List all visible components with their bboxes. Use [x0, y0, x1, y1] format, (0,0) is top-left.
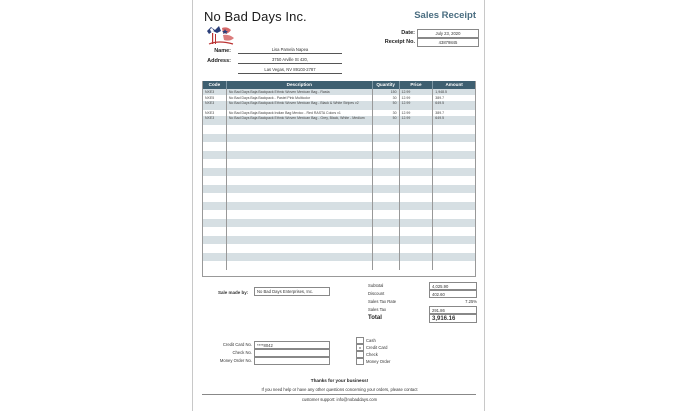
empty-table-row[interactable] [203, 185, 475, 194]
empty-cell [203, 125, 227, 134]
empty-cell [227, 253, 373, 262]
empty-cell [400, 202, 434, 211]
empty-cell [227, 176, 373, 185]
cell-amount: 649.5 [435, 116, 445, 120]
empty-cell [433, 134, 475, 143]
empty-cell [203, 253, 227, 262]
table-body [203, 89, 475, 270]
receipt-number-field[interactable]: 43879845 [417, 38, 479, 47]
cell-quantity: 50 [373, 116, 400, 125]
empty-cell [400, 125, 434, 134]
table-row[interactable] [203, 101, 475, 110]
empty-cell [203, 176, 227, 185]
cell-quantity: 150 [373, 89, 400, 95]
cell-description: No Bad Days Baja Backpack - Pastel Pink Multicolor [227, 95, 373, 101]
empty-cell [227, 210, 373, 219]
empty-cell [203, 193, 227, 202]
cell-description: No Bad Days Baja Backpack Ethnic Woven Mexican Bag - Rasta [227, 89, 373, 95]
empty-cell [373, 142, 400, 151]
empty-cell [433, 159, 475, 168]
cell-description: No Bad Days Baja Backpack Ethnic Woven Mexican Bag - Grey, Black, White - Medium [227, 116, 373, 125]
credit-card-checkbox[interactable]: x [356, 344, 364, 351]
empty-cell [400, 244, 434, 253]
line-items-table [202, 81, 476, 277]
tax-rate-value: 7.25% [465, 299, 477, 304]
column-header-code: Code [203, 81, 227, 89]
cash-checkbox[interactable] [356, 337, 364, 344]
empty-cell [373, 244, 400, 253]
cell-price: 12.99 [400, 101, 434, 110]
empty-cell [203, 159, 227, 168]
address-line2-field[interactable]: Las Vegas, NV 89103-2787 [238, 65, 342, 74]
cell-amount: 1,948.5 [435, 90, 447, 94]
empty-cell [203, 244, 227, 253]
cell-amount: 389.7 [435, 96, 445, 100]
empty-table-row[interactable] [203, 176, 475, 185]
date-label: Date: [401, 30, 415, 36]
empty-cell [433, 142, 475, 151]
empty-table-row[interactable] [203, 227, 475, 236]
money-order-method-label: Money Order [366, 359, 391, 364]
table-header [203, 81, 475, 89]
check-checkbox[interactable] [356, 351, 364, 358]
empty-table-row[interactable] [203, 142, 475, 151]
empty-cell [400, 142, 434, 151]
empty-cell [373, 185, 400, 194]
empty-cell [400, 168, 434, 177]
cash-label: Cash [366, 338, 376, 343]
credit-card-label: Credit Card No. [222, 342, 252, 347]
empty-cell [203, 219, 227, 228]
empty-cell [400, 134, 434, 143]
sales-tax-field[interactable]: 291.86 [429, 306, 477, 314]
empty-cell [433, 227, 475, 236]
footer-divider [202, 394, 476, 395]
empty-cell [227, 151, 373, 160]
empty-cell [203, 134, 227, 143]
empty-cell [373, 168, 400, 177]
empty-table-row[interactable] [203, 202, 475, 211]
empty-cell [433, 210, 475, 219]
empty-table-row[interactable] [203, 125, 475, 134]
table-row[interactable] [203, 116, 475, 125]
empty-cell [227, 261, 373, 270]
money-order-checkbox[interactable] [356, 358, 364, 365]
address-line1-field[interactable]: 3750 Arville St 420, [238, 55, 342, 64]
empty-cell [227, 125, 373, 134]
discount-field[interactable]: 402.60 [429, 290, 477, 298]
customer-name-field[interactable]: Lisa Pamela Napea [238, 45, 342, 54]
cell-quantity: 30 [373, 95, 400, 101]
empty-cell [433, 168, 475, 177]
cell-code: NXE3 [203, 101, 227, 110]
empty-cell [433, 193, 475, 202]
subtotal-label: Subtotal [368, 283, 384, 288]
empty-cell [433, 244, 475, 253]
empty-cell [400, 176, 434, 185]
empty-table-row[interactable] [203, 253, 475, 262]
cell-price: 12.99 [400, 110, 434, 116]
sale-made-by-field[interactable]: No Bad Days Enterprises, Inc. [254, 287, 330, 296]
empty-cell [227, 159, 373, 168]
empty-cell [433, 125, 475, 134]
empty-cell [400, 185, 434, 194]
empty-cell [400, 227, 434, 236]
empty-cell [373, 210, 400, 219]
money-order-field[interactable] [254, 357, 330, 365]
empty-cell [373, 227, 400, 236]
empty-cell [227, 142, 373, 151]
empty-cell [227, 168, 373, 177]
total-label: Total [368, 315, 382, 321]
cell-quantity: 30 [373, 110, 400, 116]
tax-rate-label: Sales Tax Rate [368, 299, 397, 304]
cell-description: No Bad Days Baja Backpack Indian Bag Mexico - Red RASTA Colors v1 [227, 110, 373, 116]
empty-cell [433, 253, 475, 262]
receipt-page [192, 0, 485, 411]
check-method-label: Check [366, 352, 378, 357]
empty-cell [227, 236, 373, 245]
empty-table-row[interactable] [203, 219, 475, 228]
cell-price: 12.99 [400, 95, 434, 101]
empty-table-row[interactable] [203, 168, 475, 177]
receipt-number-label: Receipt No. [384, 39, 415, 45]
empty-cell [227, 185, 373, 194]
empty-cell [203, 168, 227, 177]
address-label: Address: [207, 58, 231, 64]
credit-card-method-label: Credit Card [366, 345, 388, 350]
empty-table-row[interactable] [203, 134, 475, 143]
empty-cell [373, 151, 400, 160]
empty-table-row[interactable] [203, 151, 475, 160]
empty-table-row[interactable] [203, 193, 475, 202]
column-header-amount: Amount [445, 82, 463, 87]
empty-cell [400, 193, 434, 202]
empty-cell [373, 159, 400, 168]
column-header-price: Price [400, 81, 434, 89]
empty-cell [400, 219, 434, 228]
cell-quantity: 50 [373, 101, 400, 110]
empty-cell [203, 227, 227, 236]
support-contact: customer support: info@nobaddays.com [301, 397, 378, 402]
empty-table-row[interactable] [203, 244, 475, 253]
total-field[interactable]: 3,916.16 [429, 314, 477, 323]
cell-code: NXE5 [203, 95, 227, 101]
empty-cell [373, 134, 400, 143]
column-header-description: Description [227, 81, 373, 89]
empty-cell [433, 202, 475, 211]
empty-cell [400, 151, 434, 160]
empty-cell [203, 142, 227, 151]
column-header-quantity: Quantity [373, 81, 400, 89]
empty-cell [373, 236, 400, 245]
money-order-label: Money Order No. [219, 358, 252, 363]
empty-cell [203, 236, 227, 245]
empty-cell [373, 193, 400, 202]
empty-cell [400, 253, 434, 262]
cell-amount: 649.5 [435, 101, 445, 105]
empty-table-row[interactable] [203, 210, 475, 219]
empty-rows [203, 125, 475, 270]
empty-cell [227, 219, 373, 228]
empty-cell [400, 210, 434, 219]
empty-cell [433, 176, 475, 185]
subtotal-field[interactable]: 4,025.90 [429, 282, 477, 290]
empty-cell [433, 236, 475, 245]
empty-cell [203, 202, 227, 211]
empty-cell [373, 125, 400, 134]
empty-cell [373, 202, 400, 211]
empty-cell [373, 219, 400, 228]
empty-cell [203, 185, 227, 194]
cell-code: NXE3 [203, 89, 227, 95]
credit-card-field[interactable]: ****8042 [254, 341, 330, 349]
company-logo-icon [205, 25, 237, 47]
empty-cell [203, 210, 227, 219]
empty-cell [400, 159, 434, 168]
empty-cell [433, 219, 475, 228]
check-number-label: Check No. [232, 350, 252, 355]
empty-cell [433, 261, 475, 270]
empty-cell [433, 185, 475, 194]
cell-description: No Bad Days Baja Backpack Ethnic Woven Mexican Bag - Black & White Stripes v2 [227, 101, 373, 110]
empty-cell [227, 134, 373, 143]
cell-amount: 389.7 [435, 111, 445, 115]
check-number-field[interactable] [254, 349, 330, 357]
empty-cell [400, 261, 434, 270]
empty-cell [227, 202, 373, 211]
date-field[interactable]: July 23, 2020 [417, 29, 479, 38]
cell-code: NXE3 [203, 116, 227, 125]
empty-cell [203, 151, 227, 160]
empty-table-row[interactable] [203, 261, 475, 270]
company-name: No Bad Days Inc. [204, 9, 307, 24]
cell-price: 12.99 [400, 116, 434, 125]
thanks-message: Thanks for your business! [310, 378, 369, 383]
sales-tax-label: Sales Tax [368, 307, 387, 312]
cell-price: 12.99 [400, 89, 434, 95]
empty-cell [400, 236, 434, 245]
empty-cell [203, 261, 227, 270]
empty-cell [433, 151, 475, 160]
empty-cell [227, 227, 373, 236]
help-message: If you need help or have any other questions concerning your orders, please contact [261, 387, 418, 392]
empty-table-row[interactable] [203, 236, 475, 245]
discount-label: Discount [368, 291, 385, 296]
empty-table-row[interactable] [203, 159, 475, 168]
empty-cell [373, 253, 400, 262]
empty-cell [227, 193, 373, 202]
document-title: Sales Receipt [414, 10, 476, 21]
sale-made-by-label: Sale made by: [218, 290, 249, 295]
empty-cell [227, 244, 373, 253]
cell-code: NXE3 [203, 110, 227, 116]
empty-cell [373, 176, 400, 185]
name-label: Name: [214, 48, 231, 54]
empty-cell [373, 261, 400, 270]
